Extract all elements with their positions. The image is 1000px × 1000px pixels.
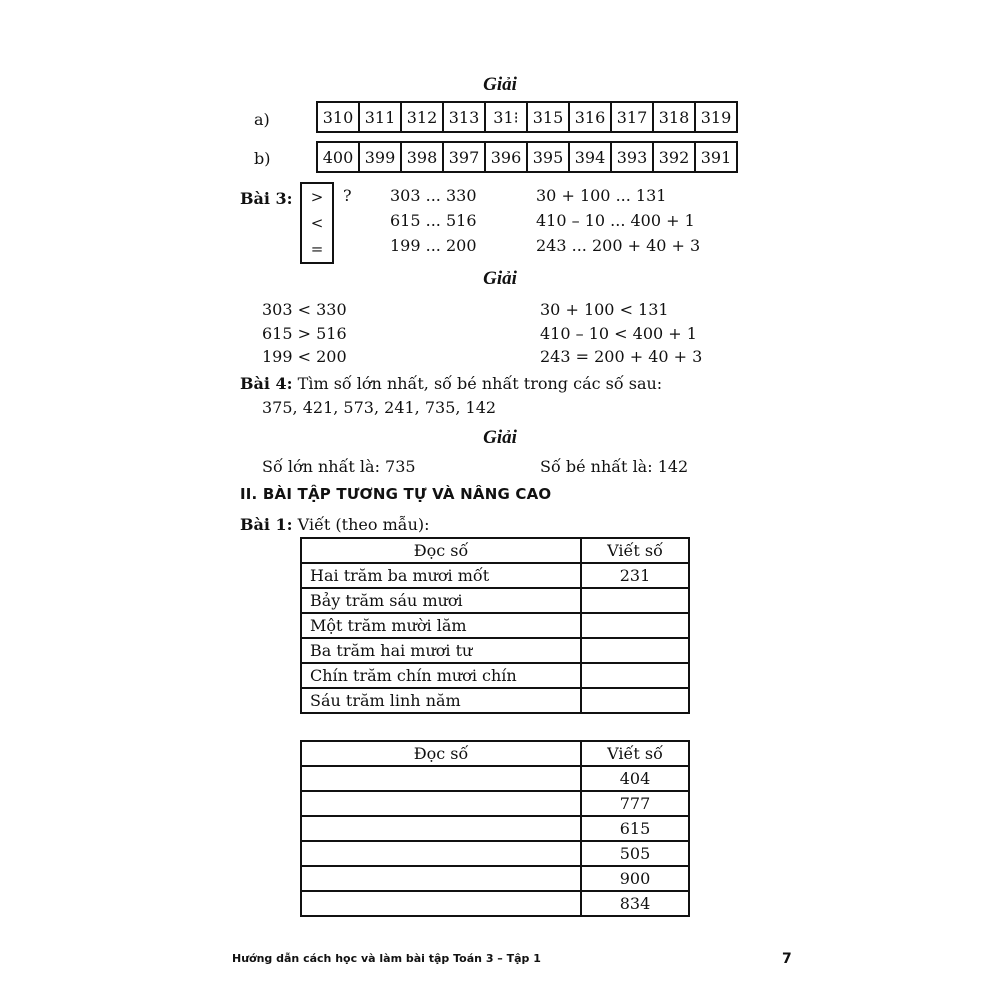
seq-b-cell: 399 [359,142,401,172]
header-doc-so: Đọc số [301,538,581,563]
bai4-prompt: Tìm số lớn nhất, số bé nhất trong các số sau: [297,374,663,393]
bai3-left-2: 615 ... 516 [390,211,477,230]
bai4-numbers: 375, 421, 573, 241, 735, 142 [262,398,497,417]
seq-a-cell: 316 [569,102,611,132]
bai4-answer-min: Số bé nhất là: 142 [540,457,689,476]
table-row [301,816,689,841]
bai3-right-2: 410 – 10 ... 400 + 1 [536,211,695,230]
bai3-answer-left-3: 199 < 200 [262,347,347,366]
seq-a-cell: 313 [443,102,485,132]
footer-book-title: Hướng dẫn cách học và làm bài tập Toán 3 – Tập 1 [232,952,541,965]
header-doc-so: Đọc số [301,741,581,766]
seq-b-cell: 397 [443,142,485,172]
bai3-answer-right-3: 243 = 200 + 40 + 3 [540,347,703,366]
number-cell: 404 [581,766,689,791]
greater-sign: > [310,188,324,206]
read-write-table-1 [300,537,690,714]
number-cell[interactable] [581,638,689,663]
reading-cell: Chín trăm chín mươi chín [301,663,581,688]
reading-cell[interactable] [301,891,581,916]
number-cell: 505 [581,841,689,866]
number-cell[interactable] [581,663,689,688]
table-row [301,588,689,613]
bai3-label: Bài 3: [240,189,293,208]
less-sign: < [310,214,324,232]
reading-cell: Sáu trăm linh năm [301,688,581,713]
header-viet-so: Viết số [581,741,689,766]
table-row [301,791,689,816]
seq-a-cell: 315 [527,102,569,132]
seq-a-cell: 319 [695,102,737,132]
seq-a-cell: 31⁝ [485,102,527,132]
seq-a-cell: 311 [359,102,401,132]
reading-cell[interactable] [301,766,581,791]
bai3-left-1: 303 ... 330 [390,186,477,205]
seq-a-cell: 317 [611,102,653,132]
bai3-answer-right-1: 30 + 100 < 131 [540,300,669,319]
section-title: II. BÀI TẬP TƯƠNG TỰ VÀ NÂNG CAO [240,485,552,503]
bai4-answer-max: Số lớn nhất là: 735 [262,457,416,476]
sequence-table-a [316,101,738,133]
table-row [301,866,689,891]
seq-b-cell: 393 [611,142,653,172]
bai3-right-3: 243 ... 200 + 40 + 3 [536,236,701,255]
seq-a-cell: 310 [317,102,359,132]
bai4-line [240,374,662,394]
reading-cell: Ba trăm hai mươi tư [301,638,581,663]
number-cell: 615 [581,816,689,841]
reading-cell: Bảy trăm sáu mươi [301,588,581,613]
question-mark: ? [343,186,352,205]
seq-b-cell: 394 [569,142,611,172]
table-row [301,688,689,713]
number-cell: 231 [581,563,689,588]
reading-cell[interactable] [301,866,581,891]
number-cell[interactable] [581,613,689,638]
bai1-label: Bài 1: [240,515,293,534]
bai4-label: Bài 4: [240,374,293,393]
solution-heading: Giải [483,268,517,289]
table-row [301,638,689,663]
part-a-label: a) [254,110,270,129]
bai3-answer-left-2: 615 > 516 [262,324,347,343]
reading-cell: Một trăm mười lăm [301,613,581,638]
sequence-table-b [316,141,738,173]
bai3-answer-right-2: 410 – 10 < 400 + 1 [540,324,697,343]
table-row [301,613,689,638]
table-row [301,663,689,688]
page-number: 7 [782,951,792,967]
bai1-prompt: Viết (theo mẫu): [297,515,430,534]
part-b-label: b) [254,149,271,168]
bai3-right-1: 30 + 100 ... 131 [536,186,667,205]
solution-heading: Giải [483,427,517,448]
table-row [301,563,689,588]
bai3-left-3: 199 ... 200 [390,236,477,255]
read-write-table-2 [300,740,690,917]
seq-b-cell: 391 [695,142,737,172]
reading-cell: Hai trăm ba mươi mốt [301,563,581,588]
equal-sign: = [310,240,324,258]
comparison-sign-box [300,182,334,264]
table-row [301,841,689,866]
seq-a-cell: 318 [653,102,695,132]
reading-cell[interactable] [301,816,581,841]
header-viet-so: Viết số [581,538,689,563]
number-cell[interactable] [581,588,689,613]
solution-heading: Giải [483,74,517,95]
seq-b-cell: 396 [485,142,527,172]
seq-b-cell: 400 [317,142,359,172]
seq-b-cell: 398 [401,142,443,172]
bai1-line [240,515,430,535]
bai3-answer-left-1: 303 < 330 [262,300,347,319]
reading-cell[interactable] [301,791,581,816]
table-row [301,766,689,791]
table-row [301,891,689,916]
reading-cell[interactable] [301,841,581,866]
seq-a-cell: 312 [401,102,443,132]
seq-b-cell: 395 [527,142,569,172]
number-cell: 777 [581,791,689,816]
seq-b-cell: 392 [653,142,695,172]
number-cell[interactable] [581,688,689,713]
number-cell: 834 [581,891,689,916]
number-cell: 900 [581,866,689,891]
